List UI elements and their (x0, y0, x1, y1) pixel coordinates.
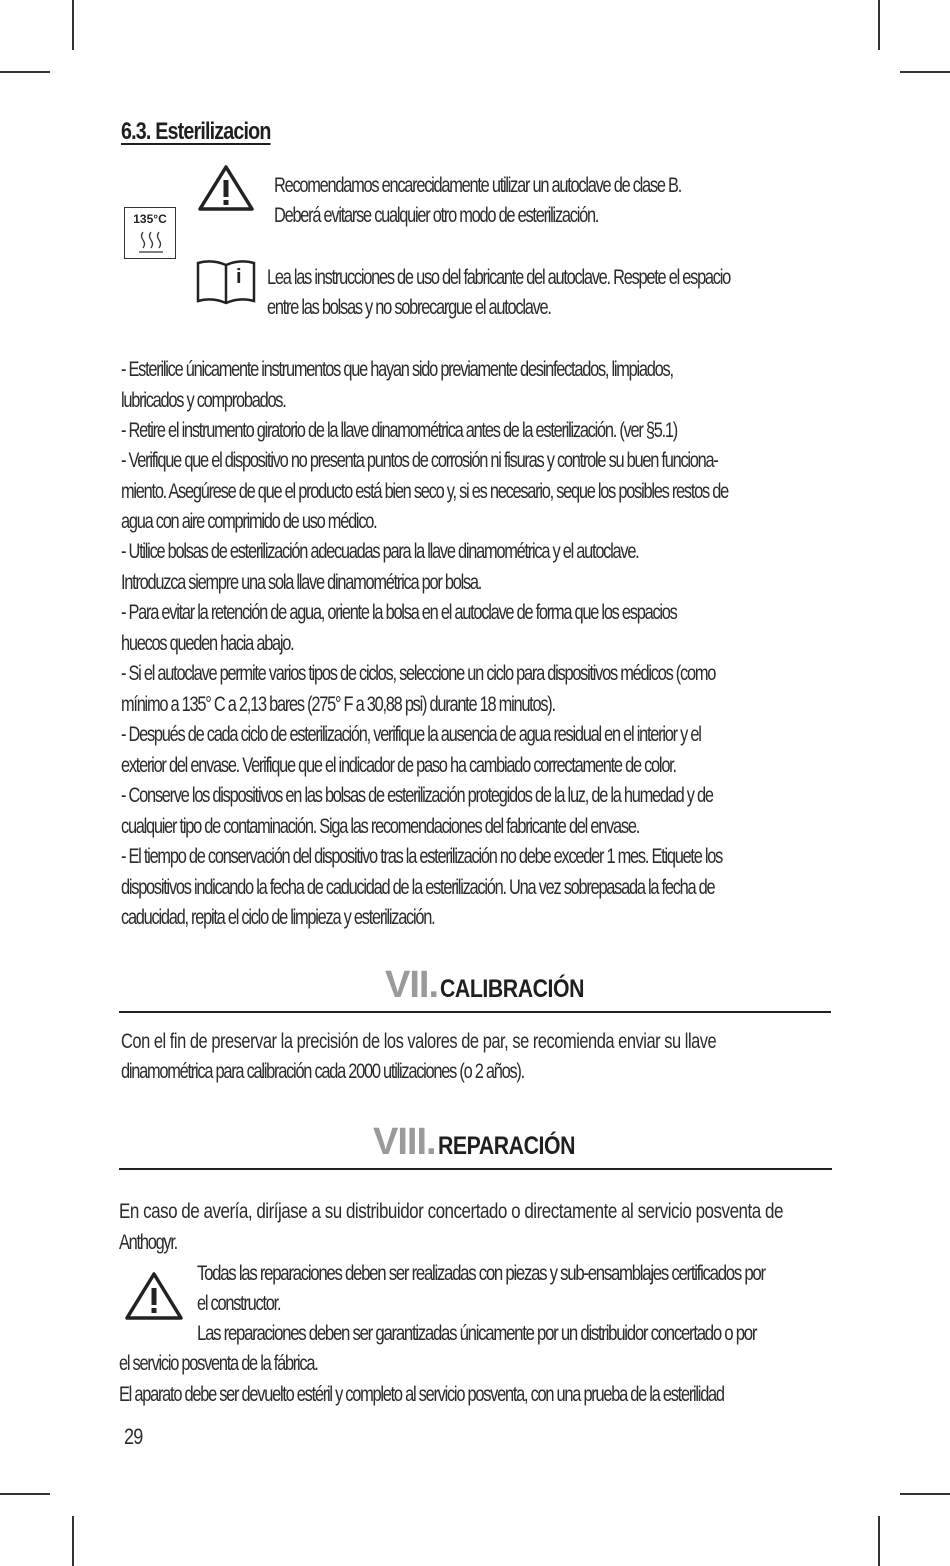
chapter-numeral: VIII. (373, 1121, 436, 1163)
warning-icon (124, 1270, 184, 1322)
body-text-line: miento. Asegúrese de que el producto está bien seco y, si es necesario, seque los posibles restos de (121, 480, 728, 503)
chapter-title: CALIBRACIÓN (440, 975, 585, 1003)
autoclave-temperature-label: 135°C (133, 212, 167, 226)
body-text-line: - Esterilice únicamente instrumentos que hayan sido previamente desinfectados, limpiados, (121, 358, 673, 381)
body-text-line: - Retire el instrumento giratorio de la llave dinamométrica antes de la esterilización. (ver §5.1) (121, 419, 677, 442)
info-text-line: Lea las instrucciones de uso del fabricante del autoclave. Respete el espacio (267, 266, 731, 289)
crop-mark (900, 1493, 950, 1495)
page-number: 29 (124, 1424, 143, 1449)
chapter-heading-reparacion (373, 1121, 599, 1164)
instructions-manual-icon (194, 257, 258, 305)
body-text-line: - Después de cada ciclo de esterilización, verifique la ausencia de agua residual en el interior y el (121, 723, 701, 746)
info-letter: i (236, 266, 242, 288)
body-text-line: caducidad, repita el ciclo de limpieza y esterilización. (121, 906, 435, 929)
repair-text-line: Anthogyr. (119, 1231, 177, 1254)
chapter-title: REPARACIÓN (437, 1132, 575, 1160)
calibration-text-line: Con el fin de preservar la precisión de los valores de par, se recomienda enviar su llave (121, 1030, 717, 1053)
warning-text-line: Deberá evitarse cualquier otro modo de esterilización. (274, 204, 599, 227)
crop-mark (72, 0, 74, 50)
crop-mark (0, 1493, 50, 1495)
crop-mark (900, 71, 950, 73)
body-text-line: agua con aire comprimido de uso médico. (121, 510, 377, 533)
crop-mark (0, 71, 50, 73)
info-text-line: entre las bolsas y no sobrecargue el autoclave. (267, 296, 551, 319)
body-text-line: mínimo a 135° C a 2,13 bares (275° F a 30,88 psi) durante 18 minutos). (121, 693, 555, 716)
warning-text-line: Recomendamos encarecidamente utilizar un autoclave de clase B. (274, 174, 682, 197)
crop-mark (878, 1516, 880, 1566)
divider (119, 1011, 831, 1013)
body-text-line: cualquier tipo de contaminación. Siga las recomendaciones del fabricante del envase. (121, 815, 639, 838)
crop-mark (878, 0, 880, 50)
chapter-numeral: VII. (385, 964, 439, 1006)
crop-mark (72, 1516, 74, 1566)
warning-icon (197, 163, 255, 213)
chapter-heading-calibracion (385, 964, 610, 1007)
body-text-line: - Utilice bolsas de esterilización adecuadas para la llave dinamométrica y el autoclave. (121, 540, 639, 563)
body-text-line: Introduzca siempre una sola llave dinamométrica por bolsa. (121, 571, 482, 594)
steam-icon (138, 230, 164, 254)
divider (119, 1168, 832, 1170)
repair-text-line: El aparato debe ser devuelto estéril y completo al servicio posventa, con una prueba de la esterilidad (119, 1383, 724, 1406)
body-text-line: - Si el autoclave permite varios tipos de ciclos, seleccione un ciclo para dispositivos médicos (como (121, 662, 716, 685)
body-text-line: - Verifique que el dispositivo no presenta puntos de corrosión ni fisuras y controle su buen funciona- (121, 449, 718, 472)
repair-text-line: En caso de avería, diríjase a su distribuidor concertado o directamente al servicio posventa de (119, 1200, 783, 1223)
body-text-line: exterior del envase. Verifique que el indicador de paso ha cambiado correctamente de color. (121, 754, 676, 777)
repair-warning-text-line: el constructor. (197, 1292, 281, 1315)
autoclave-temperature-icon (124, 207, 176, 259)
repair-warning-text-line: Las reparaciones deben ser garantizadas únicamente por un distribuidor concertado o por (197, 1322, 757, 1345)
repair-text-line: el servicio posventa de la fábrica. (119, 1352, 318, 1375)
body-text-line: - El tiempo de conservación del dispositivo tras la esterilización no debe exceder 1 mes. Etiquete los (121, 845, 723, 868)
repair-warning-text-line: Todas las reparaciones deben ser realizadas con piezas y sub-ensamblajes certificados por (197, 1262, 765, 1285)
section-heading: 6.3. Esterilizacion (121, 118, 271, 145)
body-text-line: dispositivos indicando la fecha de caducidad de la esterilización. Una vez sobrepasada la fecha de (121, 876, 715, 899)
body-text-line: - Para evitar la retención de agua, oriente la bolsa en el autoclave de forma que los espacios (121, 601, 677, 624)
body-text-line: - Conserve los dispositivos en las bolsas de esterilización protegidos de la luz, de la humedad y de (121, 784, 713, 807)
body-text-line: lubricados y comprobados. (121, 389, 286, 412)
calibration-text-line: dinamométrica para calibración cada 2000 utilizaciones (o 2 años). (121, 1060, 524, 1083)
body-text-line: huecos queden hacia abajo. (121, 632, 294, 655)
